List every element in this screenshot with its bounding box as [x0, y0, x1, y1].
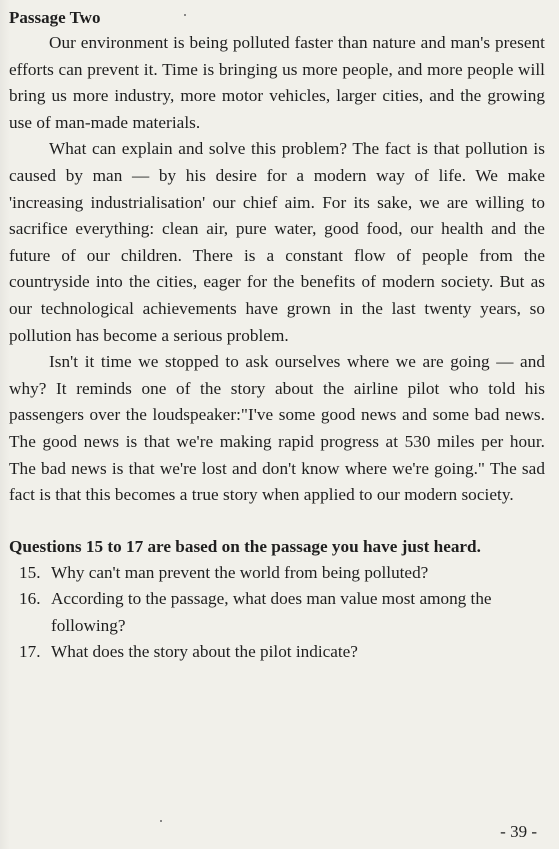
passage-paragraph-3: Isn't it time we stopped to ask ourselves where we are going — and why? It reminds one of the story about the airline pilot who told his passengers over the loudspeaker:"I've some good news and some bad news. The good news is that we're making rapid progress at 530 miles per hour. The bad news is that we're lost and don't know where we're going." The sad fact is that this becomes a true story when applied to our modern society. [9, 352, 545, 505]
page-number: - 39 - [500, 822, 537, 841]
question-item [9, 560, 545, 587]
passage-title: Passage Two [9, 8, 101, 27]
question-number: 17. [19, 642, 41, 662]
passage-paragraph-1: Our environment is being polluted faster than nature and man's present efforts can prevent it. Time is bringing us more people, and more people will bring us more industry, more motor vehicles, larger cities, and the growing use of man-made materials. [9, 33, 545, 132]
question-item [9, 586, 545, 639]
questions-heading: Questions 15 to 17 are based on the passage you have just heard. [9, 536, 481, 556]
question-text: What does the story about the pilot indicate? [51, 642, 358, 662]
question-number: 15. [19, 562, 41, 582]
question-text: According to the passage, what does man value most among the following? [51, 589, 492, 635]
question-item [9, 639, 545, 666]
question-list [9, 560, 545, 666]
question-text: Why can't man prevent the world from being polluted? [51, 562, 429, 582]
print-speck [160, 820, 162, 822]
passage-paragraph-2: What can explain and solve this problem? The fact is that pollution is caused by man — by his desire for a modern way of life. We make 'increasing industrialisation' our chief aim. For its sake, we are willing to sacrifice everything: clean air, pure water, good food, our health and the future of our children. There is a constant flow of people from the countryside into the cities, eager for the benefits of modern society. But as our technological achievements have grown in the last twenty years, so pollution has become a serious problem. [9, 139, 545, 345]
question-number: 16. [19, 589, 41, 609]
print-speck [184, 14, 186, 16]
